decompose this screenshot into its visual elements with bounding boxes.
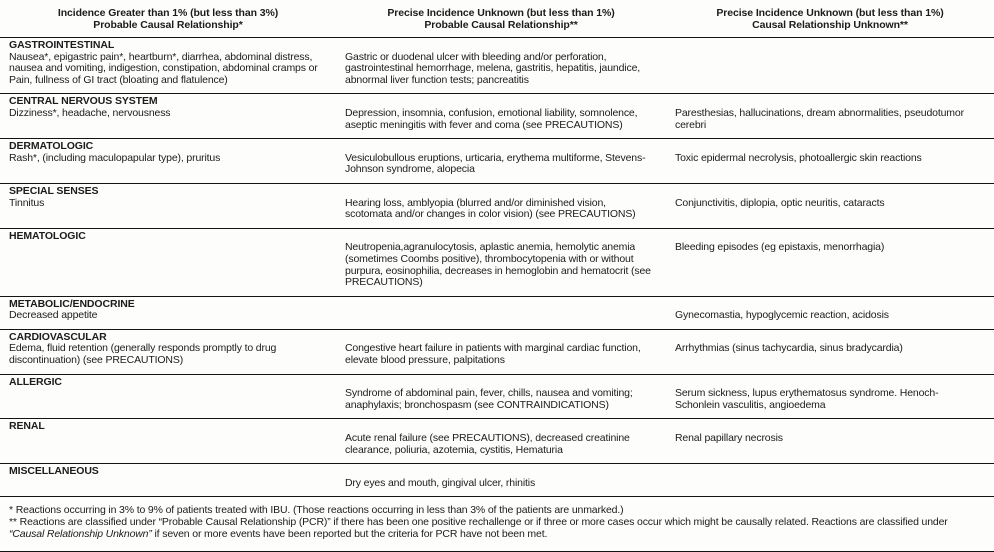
- table-row-metabolic-endocrine: [0, 296, 994, 329]
- table-row-hematologic: [0, 228, 994, 296]
- column-header-line: Precise Incidence Unknown (but less than 1%): [387, 7, 615, 19]
- body-system-heading: CENTRAL NERVOUS SYSTEM: [9, 95, 158, 108]
- reactions-incidence-1-3pct: Edema, fluid retention (generally responds promptly to drug discontinuation) (see PRECAUTIONS): [9, 342, 277, 367]
- reactions-unknown-causal: Bleeding episodes (eg epistaxis, menorrhagia): [675, 241, 885, 254]
- table-row-miscellaneous: [0, 463, 994, 496]
- table-header-row: [0, 4, 994, 37]
- table-footnotes: [0, 496, 994, 551]
- cell-system: [0, 464, 336, 496]
- reactions-incidence-1-3pct: Rash*, (including maculopapular type), pruritus: [9, 151, 221, 164]
- table-row-renal: [0, 418, 994, 463]
- column-header-incidence-1-3pct: [0, 4, 336, 37]
- body-system-heading: SPECIAL SENSES: [9, 184, 99, 197]
- cell-system: [0, 94, 336, 138]
- reactions-unknown-pcr: Congestive heart failure in patients with marginal cardiac function, elevate blood pressure, palpitations: [345, 342, 641, 367]
- reactions-incidence-1-3pct: Decreased appetite: [9, 309, 98, 322]
- cell-system: [0, 419, 336, 463]
- reactions-unknown-causal: Gynecomastia, hypoglycemic reaction, acidosis: [675, 309, 889, 322]
- reactions-unknown-causal: Renal papillary necrosis: [675, 432, 783, 445]
- reactions-unknown-causal: [666, 464, 994, 496]
- body-system-heading: GASTROINTESTINAL: [9, 39, 115, 51]
- column-header-line: Probable Causal Relationship*: [93, 19, 243, 31]
- cell-system: [0, 375, 336, 419]
- reactions-unknown-causal: Serum sickness, lupus erythematosus syndrome. Henoch-Schonlein vasculitis, angioedema: [675, 387, 939, 411]
- reactions-unknown-causal: [666, 38, 994, 93]
- reactions-unknown-pcr: Dry eyes and mouth, gingival ulcer, rhinitis: [345, 476, 536, 489]
- cell-system: [0, 297, 336, 329]
- footnote-text: ** Reactions are classified under “Probable Causal Relationship (PCR)” if there has been one positive rechallenge or if three or more cases occur which might be causally related. Reactions are classified under: [9, 516, 948, 529]
- reactions-incidence-1-3pct: Dizziness*, headache, nervousness: [9, 106, 171, 119]
- column-header-line: Precise Incidence Unknown (but less than 1%): [716, 7, 944, 19]
- cell-system: [0, 229, 336, 296]
- reactions-unknown-pcr: Hearing loss, amblyopia (blurred and/or diminished vision, scotomata and/or changes in color vision) (see PRECAUTIONS): [345, 196, 636, 221]
- column-header-line: Incidence Greater than 1% (but less than 3%): [57, 7, 279, 19]
- reactions-unknown-pcr: [336, 297, 666, 329]
- reactions-unknown-pcr: Acute renal failure (see PRECAUTIONS), decreased creatinine clearance, poliuria, azotemia, cystitis, Hematuria: [345, 432, 630, 456]
- column-header-line: Causal Relationship Unknown**: [752, 19, 908, 31]
- reactions-unknown-pcr: Gastric or duodenal ulcer with bleeding and/or perforation, gastrointestinal hemorrhage, melena, gastritis, hepatitis, jaundice, abnormal liver function tests; pancreatitis: [345, 50, 641, 86]
- column-header-line: Probable Causal Relationship**: [424, 19, 578, 31]
- body-system-heading: MISCELLANEOUS: [9, 465, 99, 478]
- column-header-unknown-causal: [666, 4, 994, 37]
- reactions-unknown-pcr: Vesiculobullous eruptions, urticaria, erythema multiforme, Stevens-Johnson syndrome, alopecia: [345, 151, 646, 176]
- cell-system: [0, 38, 336, 93]
- cell-system: [0, 330, 336, 374]
- table-row-special-senses: [0, 183, 994, 228]
- reactions-unknown-causal: Conjunctivitis, diplopia, optic neuritis, cataracts: [675, 196, 885, 209]
- reactions-unknown-pcr: Neutropenia,agranulocytosis, aplastic anemia, hemolytic anemia (sometimes Coombs positive), thrombocytopenia with or without purpura, eosinophilia, decreases in hemoglobin and hematocrit (see PRECAUTIONS): [345, 241, 651, 289]
- reactions-unknown-causal: Paresthesias, hallucinations, dream abnormalities, pseudotumor cerebri: [675, 106, 964, 131]
- reactions-incidence-1-3pct: Tinnitus: [9, 196, 45, 209]
- body-system-heading: RENAL: [9, 420, 45, 433]
- footnote-text: if seven or more events have been reported but the criteria for PCR have not been met.: [151, 528, 548, 540]
- body-system-heading: DERMATOLOGIC: [9, 140, 94, 153]
- column-header-unknown-pcr: [336, 4, 666, 37]
- cell-system: [0, 184, 336, 228]
- body-system-heading: ALLERGIC: [9, 375, 62, 388]
- table-row-central-nervous-system: [0, 93, 994, 138]
- body-system-heading: CARDIOVASCULAR: [9, 330, 107, 343]
- reactions-unknown-pcr: Depression, insomnia, confusion, emotional liability, somnolence, aseptic meningitis with fever and coma (see PRECAUTIONS): [345, 106, 638, 131]
- reactions-incidence-1-3pct: Nausea*, epigastric pain*, heartburn*, diarrhea, abdominal distress, nausea and vomiting, indigestion, constipation, abdominal cramps or Pain, fullness of GI tract (bloating and flatulence): [9, 50, 318, 86]
- footnote-asterisk: * Reactions occurring in 3% to 9% of patients treated with IBU. (Those reactions occurring in less than 3% of the patients are unmarked.): [9, 504, 624, 517]
- body-system-heading: METABOLIC/ENDOCRINE: [9, 297, 135, 310]
- footnote-double-asterisk: [9, 517, 984, 541]
- reactions-unknown-causal: Toxic epidermal necrolysis, photoallergic skin reactions: [675, 151, 922, 164]
- footnote-italic-phrase: “Causal Relationship Unknown”: [9, 528, 152, 540]
- cell-system: [0, 139, 336, 183]
- reactions-unknown-pcr: Syndrome of abdominal pain, fever, chills, nausea and vomiting; anaphylaxis; bronchospasm (see CONTRAINDICATIONS): [345, 387, 633, 411]
- table-row-dermatologic: [0, 138, 994, 183]
- table-row-cardiovascular: [0, 329, 994, 374]
- table-row-allergic: [0, 374, 994, 419]
- body-system-heading: HEMATOLOGIC: [9, 229, 86, 242]
- table-row-gastrointestinal: [0, 37, 994, 93]
- reactions-unknown-causal: Arrhythmias (sinus tachycardia, sinus bradycardia): [675, 342, 903, 355]
